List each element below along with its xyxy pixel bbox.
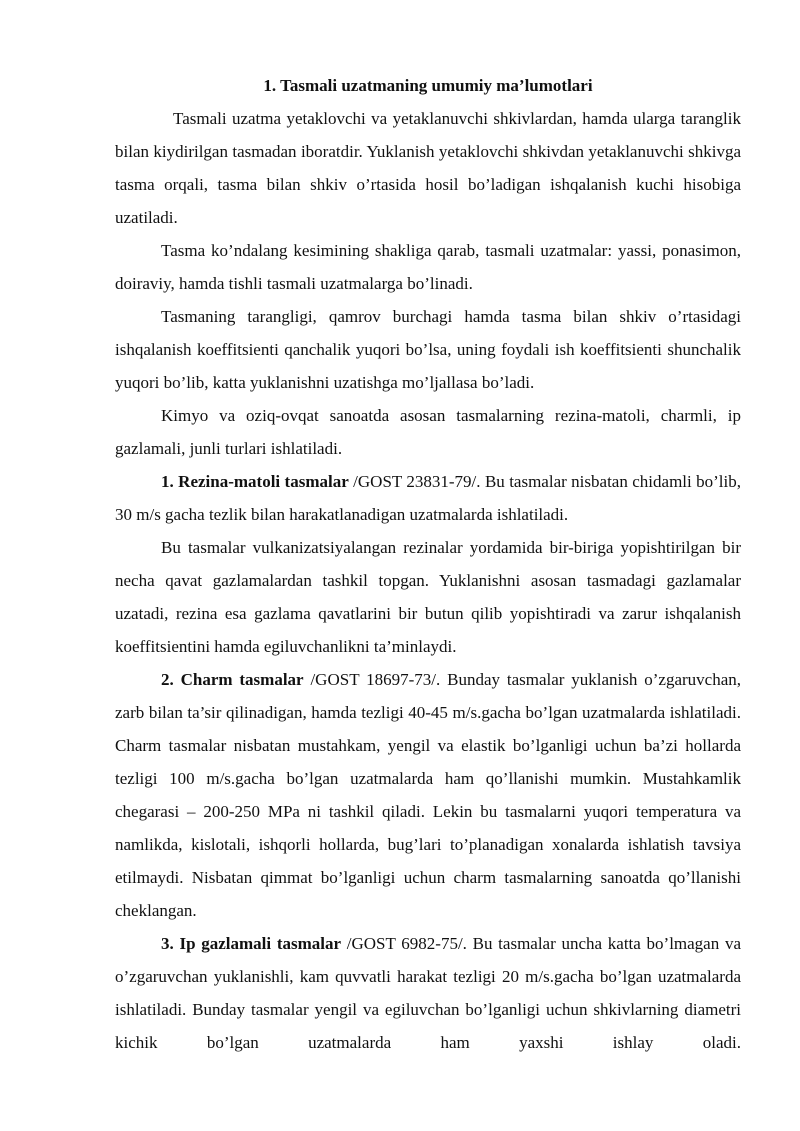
paragraph-efficiency [115,300,741,399]
paragraph-text: /GOST 23831-79/. Bu tasmalar nisbatan chidamli bo’lib, 30 m/s gacha tezlik bilan harakatlanadigan uzatmalarda ishlatiladi. [115,472,742,524]
paragraph-text: Kimyo va oziq-ovqat sanoatda asosan tasmalarning rezina-matoli, charmli, ip gazlamali, junli turlari ishlatiladi. [115,406,741,458]
paragraph-cotton [115,927,741,1059]
paragraph-lead: 3. Ip gazlamali tasmalar [161,934,342,953]
paragraph-text: /GOST 18697-73/. Bunday tasmalar yuklanish o’zgaruvchan, zarb bilan ta’sir qilinadigan, hamda tezligi 40-45 m/s.gacha bo’lgan uzatmalarda ishlatiladi. Charm tasmalar nisbatan mustahkam, yengil va elastik bo’lganligi uchun ba’zi hollarda tezligi 100 m/s.gacha bo’lgan uzatmalarda ham qo’llanishi mumkin. Mustahkamlik chegarasi – 200-250 MPa ni tashkil qiladi. Lekin bu tasmalarni yuqori temperatura va namlikda, kislotali, ishqorli hollarda, bug’lari to’planadigan xonalarda ishlatish tavsiya etilmaydi. Nisbatan qimmat bo’lganligi uchun charm tasmalarning sanoatda qo’llanishi cheklangan. [115,670,741,920]
paragraph-rubber-detail [115,531,741,663]
paragraph-rubber-fabric [115,465,741,531]
paragraph-belt-types [115,399,741,465]
paragraph-text: Bu tasmalar vulkanizatsiyalangan rezinalar yordamida bir-biriga yopishtirilgan bir necha qavat gazlamalardan tashkil topgan. Yuklanishni asosan tasmadagi gazlamalar uzatadi, rezina esa gazlama qavatlarini bir butun qilib yopishtiradi va zarur ishqalanish koeffitsientini hamda egiluvchanlikni ta’minlaydi. [115,538,741,656]
paragraph-lead: 1. Rezina-matoli tasmalar [161,472,349,491]
paragraph-text: /GOST 6982-75/. Bu tasmalar uncha katta bo’lmagan va o’zgaruvchan yuklanishli, kam quvvatli harakat tezligi 20 m/s.gacha bo’lgan uzatmalarda ishlatiladi. Bunday tasmalar yengil va egiluvchan bo’lganligi uchun shkivlarning diametri kichik bo’lgan uzatmalarda ham yaxshi ishlay oladi. [115,934,741,1052]
paragraph-lead: 2. Charm tasmalar [161,670,304,689]
paragraph-leather [115,663,741,927]
paragraph-text: Tasma ko’ndalang kesimining shakliga qarab, tasmali uzatmalar: yassi, ponasimon, doiraviy, hamda tishli tasmali uzatmalarga bo’linadi. [115,241,741,293]
paragraph-text: Tasmali uzatma yetaklovchi va yetaklanuvchi shkivlardan, hamda ularga taranglik bilan kiydirilgan tasmadan iboratdir. Yuklanish yetaklovchi shkivdan yetaklanuvchi shkivga tasma orqali, tasma bilan shkiv o’rtasida hosil bo’ladigan ishqalanish kuchi hisobiga uzatiladi. [115,109,741,227]
document-body [115,69,741,1059]
paragraph-belt-shapes [115,234,741,300]
paragraph-text: Tasmaning tarangligi, qamrov burchagi hamda tasma bilan shkiv o’rtasidagi ishqalanish koeffitsienti qanchalik yuqori bo’lsa, uning foydali ish koeffitsienti shunchalik yuqori bo’lib, katta yuklanishni uzatishga mo’ljallasa bo’ladi. [115,307,741,392]
paragraph-intro [115,102,741,234]
section-title: 1. Tasmali uzatmaning umumiy ma’lumotlari [263,76,593,95]
